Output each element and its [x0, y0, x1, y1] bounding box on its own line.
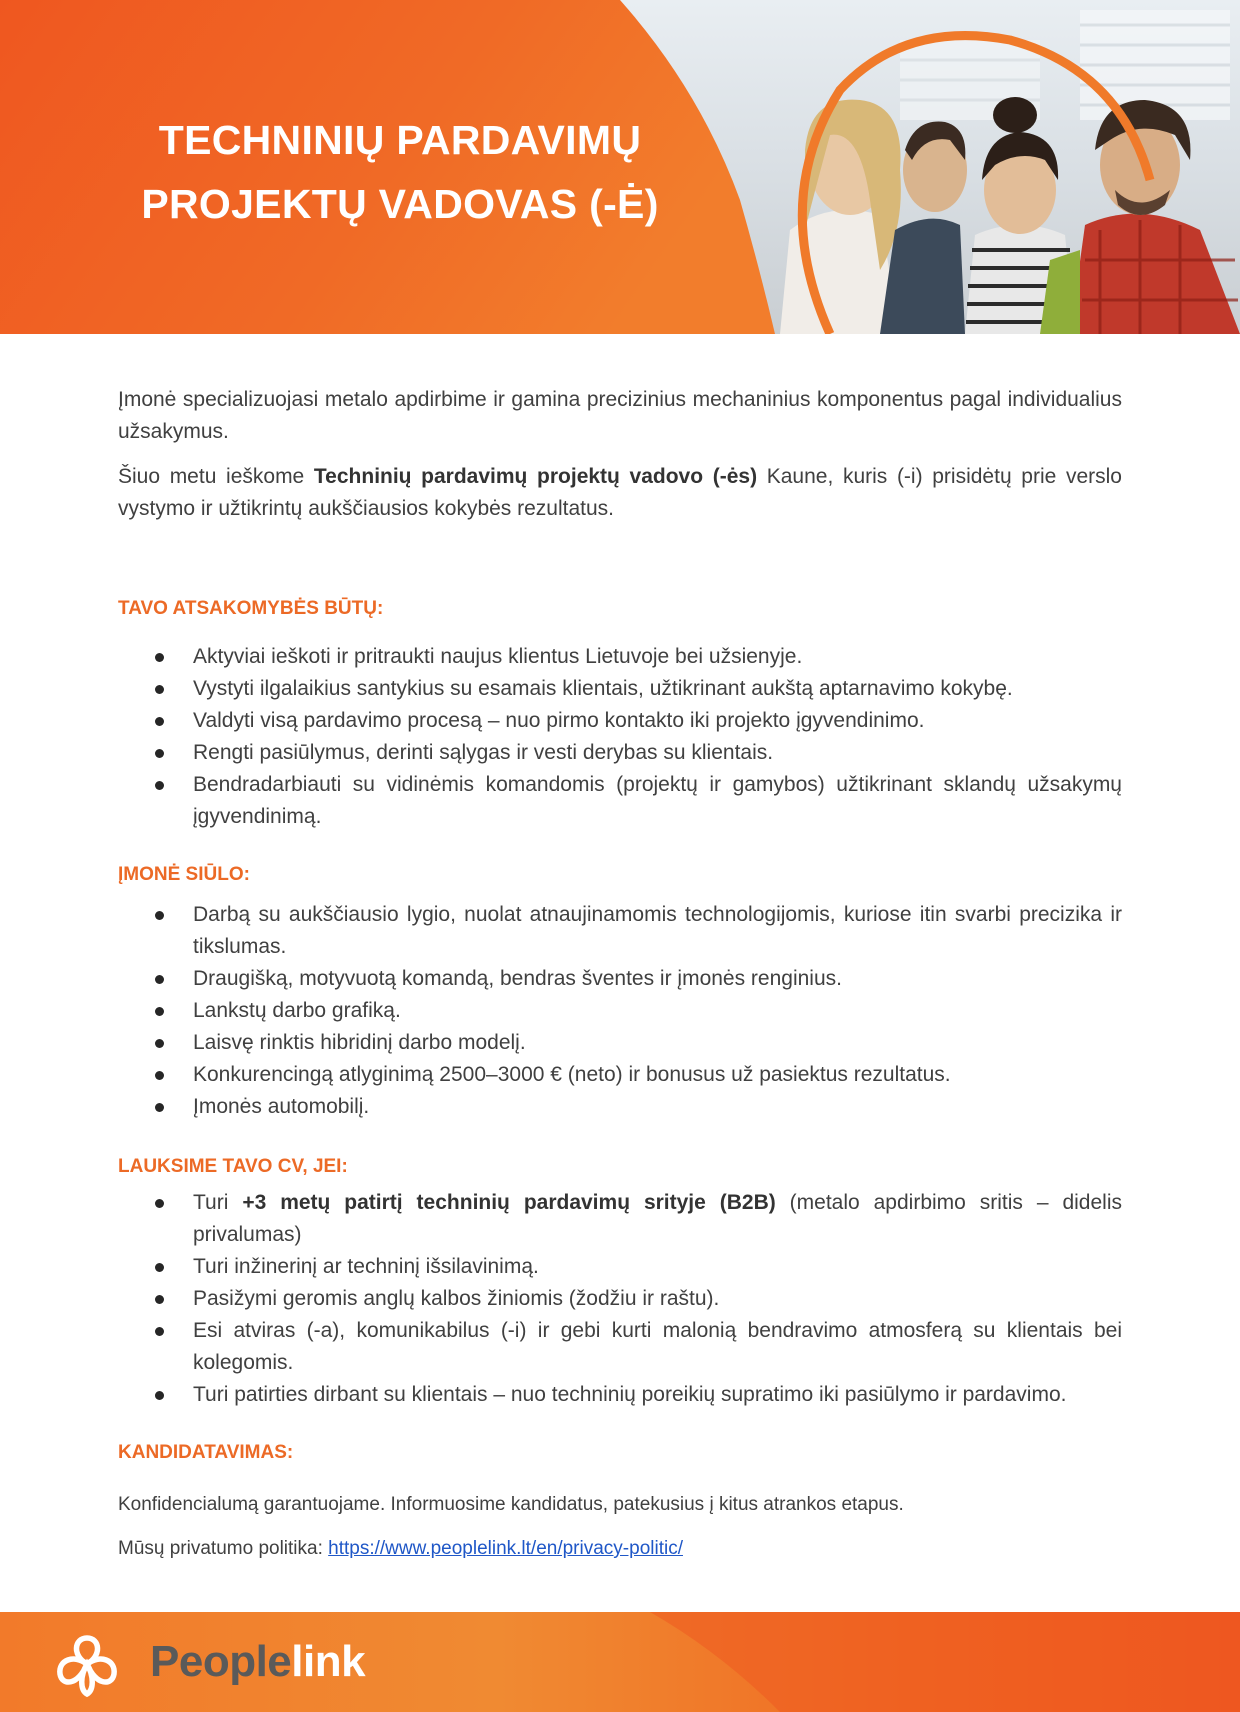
application-heading: KANDIDATAVIMAS:: [118, 1442, 294, 1463]
intro-paragraph-2: [118, 461, 1122, 525]
req-1-suffix: (metalo apdirbimo sritis – didelis privalumas): [193, 1191, 1122, 1246]
list-item: Esi atviras (-a), komunikabilus (-i) ir gebi kurti malonią bendravimo atmosferą su klientais bei kolegomis.: [193, 1315, 1122, 1379]
page-title: [90, 108, 710, 236]
list-item: Darbą su aukščiausio lygio, nuolat atnaujinamomis technologijomis, kuriose itin svarbi precizika ir tikslumas.: [193, 899, 1122, 963]
list-item: [193, 1187, 1122, 1251]
intro-paragraph-1: Įmonė specializuojasi metalo apdirbime ir gamina precizinius mechaninius komponentus pagal individualius užsakymus.: [118, 388, 1122, 443]
list-item: Valdyti visą pardavimo procesą – nuo pirmo kontakto iki projekto įgyvendinimo.: [193, 705, 1122, 737]
list-item: Konkurencingą atlyginimą 2500–3000 € (neto) ir bonusus už pasiektus rezultatus.: [193, 1059, 1122, 1091]
peoplelink-logo-text: [150, 1634, 365, 1690]
privacy-policy-link[interactable]: https://www.peoplelink.lt/en/privacy-politic/: [328, 1538, 683, 1559]
req-1-bold: +3 metų patirtį techninių pardavimų srityje (B2B): [242, 1191, 776, 1214]
offers-heading: ĮMONĖ SIŪLO:: [118, 864, 250, 885]
responsibilities-list: [118, 641, 1122, 833]
title-line-2: PROJEKTŲ VADOVAS (-Ė): [141, 181, 659, 227]
footer-bar: [0, 1612, 1240, 1712]
peoplelink-logo-icon: [52, 1630, 122, 1700]
list-item: Įmonės automobilį.: [193, 1091, 1122, 1123]
title-line-1: TECHNINIŲ PARDAVIMŲ: [158, 117, 642, 163]
req-1-prefix: Turi: [193, 1191, 243, 1214]
requirements-heading: LAUKSIME TAVO CV, JEI:: [118, 1156, 348, 1177]
privacy-label: Mūsų privatumo politika:: [118, 1538, 329, 1559]
responsibilities-heading: TAVO ATSAKOMYBĖS BŪTŲ:: [118, 598, 384, 619]
list-item: Lankstų darbo grafiką.: [193, 995, 1122, 1027]
logo-text-people: People: [150, 1637, 292, 1686]
privacy-line: [118, 1535, 1122, 1563]
logo-text-link: link: [291, 1637, 366, 1686]
offers-list: [118, 899, 1122, 1123]
list-item: Aktyviai ieškoti ir pritraukti naujus klientus Lietuvoje bei užsienyje.: [193, 641, 1122, 673]
list-item: Vystyti ilgalaikius santykius su esamais klientais, užtikrinant aukštą aptarnavimo kokybę.: [193, 673, 1122, 705]
confidentiality-text: Konfidencialumą garantuojame. Informuosime kandidatus, patekusius į kitus atrankos etapus.: [118, 1494, 904, 1515]
list-item: Draugišką, motyvuotą komandą, bendras šventes ir įmonės renginius.: [193, 963, 1122, 995]
intro-p2-bold: Techninių pardavimų projektų vadovo (-ės): [313, 465, 758, 488]
list-item: Laisvę rinktis hibridinį darbo modelį.: [193, 1027, 1122, 1059]
list-item: Turi patirties dirbant su klientais – nuo techninių poreikių supratimo iki pasiūlymo ir pardavimo.: [193, 1379, 1122, 1411]
header-banner: [0, 0, 1240, 334]
intro-p2-suffix: Kaune, kuris (-i) prisidėtų prie verslo vystymo ir užtikrintų aukščiausios kokybės rezultatus.: [118, 465, 1122, 520]
job-description: [118, 384, 1122, 1563]
list-item: Rengti pasiūlymus, derinti sąlygas ir vesti derybas su klientais.: [193, 737, 1122, 769]
list-item: Turi inžinerinį ar techninį išsilavinimą.: [193, 1251, 1122, 1283]
list-item: Pasižymi geromis anglų kalbos žiniomis (žodžiu ir raštu).: [193, 1283, 1122, 1315]
requirements-list: [118, 1187, 1122, 1411]
intro-p2-prefix: Šiuo metu ieškome: [118, 465, 314, 488]
list-item: Bendradarbiauti su vidinėmis komandomis (projektų ir gamybos) užtikrinant sklandų užsakymų įgyvendinimą.: [193, 769, 1122, 833]
